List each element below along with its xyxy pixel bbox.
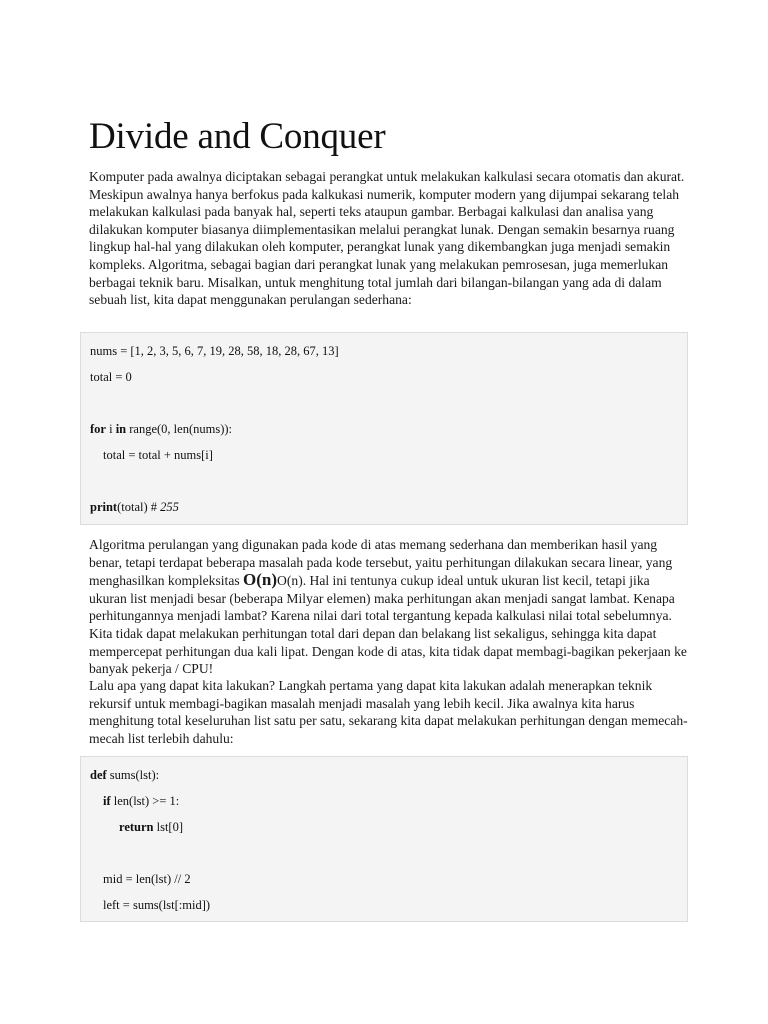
code-block-recursive (80, 756, 688, 922)
code-text: lst[0] (153, 820, 184, 834)
page-title: Divide and Conquer (89, 116, 386, 157)
code-line (103, 793, 179, 809)
code-line: total = 0 (90, 370, 132, 384)
analysis-paragraph (89, 536, 689, 678)
code-keyword: for (90, 422, 106, 436)
complexity-formula: O(n) (243, 570, 278, 590)
code-line (90, 767, 159, 783)
code-line (90, 421, 232, 437)
code-block-loop (80, 332, 688, 525)
code-text: len(lst) >= 1: (110, 794, 180, 808)
code-line (119, 819, 183, 835)
paragraph-text: Algoritma perulangan yang digunakan pada kode di atas memang sederhana dan memberikan hasil yang benar, tetapi terdapat beberapa masalah pada kode tersebut, yaitu perhitungan dilakukan secara linear, yang menghasilkan kompleksitas (89, 537, 673, 589)
code-comment: 255 (160, 500, 179, 514)
code-line: total = total + nums[i] (103, 448, 213, 462)
code-text: range(0, len(nums)): (126, 422, 233, 436)
code-text: i (105, 422, 116, 436)
code-keyword: print (90, 500, 118, 514)
code-text: (total) # (117, 500, 161, 514)
code-keyword: in (115, 422, 127, 436)
intro-paragraph: Komputer pada awalnya diciptakan sebagai perangkat untuk melakukan kalkulasi secara otomatis dan akurat. Meskipun awalnya hanya berfokus pada kalkukasi numerik, komputer modern yang dijumpai sekarang telah melakukan kalkulasi pada banyak hal, seperti teks ataupun gambar. Berbagai kalkulasi dan analisa yang dilakukan komputer biasanya diimplementasikan melalui perangkat lunak. Dengan semakin besarnya ruang lingkup hal-hal yang dilakukan oleh komputer, perangkat lunak yang dikembangkan juga menjadi semakin kompleks. Algoritma, sebagai bagian dari perangkat lunak yang melakukan pemrosesan, juga memerlukan berbagai teknik baru. Misalkan, untuk menghitung total jumlah dari bilangan-bilangan yang ada di dalam sebuah list, kita dapat menggunakan perulangan sederhana: (89, 169, 685, 308)
code-line: mid = len(lst) // 2 (103, 872, 191, 886)
paragraph-text: O(n). Hal ini tentunya cukup ideal untuk ukuran list kecil, tetapi jika ukuran list menjadi besar (beberapa Milyar elemen) maka perhitungan akan menjadi sangat lambat. Kenapa perhitungannya menjadi lambat? Karena nilai dari total tergantung kepada kalkulasi nilai total sebelumnya. Kita tidak dapat melakukan perhitungan total dari depan dan belakang list sekaligus, sehingga kita dapat mempercepat perhitungan dua kali lipat. Dengan kode di atas, kita tidak dapat membagi-bagikan pekerjaan ke banyak pekerja / CPU! (89, 573, 687, 677)
code-keyword: return (119, 820, 154, 834)
code-text: sums(lst): (106, 768, 160, 782)
code-line: left = sums(lst[:mid]) (103, 898, 211, 912)
code-keyword: if (103, 794, 111, 808)
code-keyword: def (90, 768, 107, 782)
code-line (90, 499, 179, 515)
code-line: nums = [1, 2, 3, 5, 6, 7, 19, 28, 58, 18, 28, 67, 13] (90, 344, 339, 358)
recursion-paragraph: Lalu apa yang dapat kita lakukan? Langkah pertama yang dapat kita lakukan adalah menerapkan teknik rekursif untuk membagi-bagikan masalah menjadi masalah yang lebih kecil. Jika awalnya kita harus menghitung total keseluruhan list satu per satu, sekarang kita dapat melakukan perhitungan dengan memecah-mecah list terlebih dahulu: (89, 678, 688, 746)
